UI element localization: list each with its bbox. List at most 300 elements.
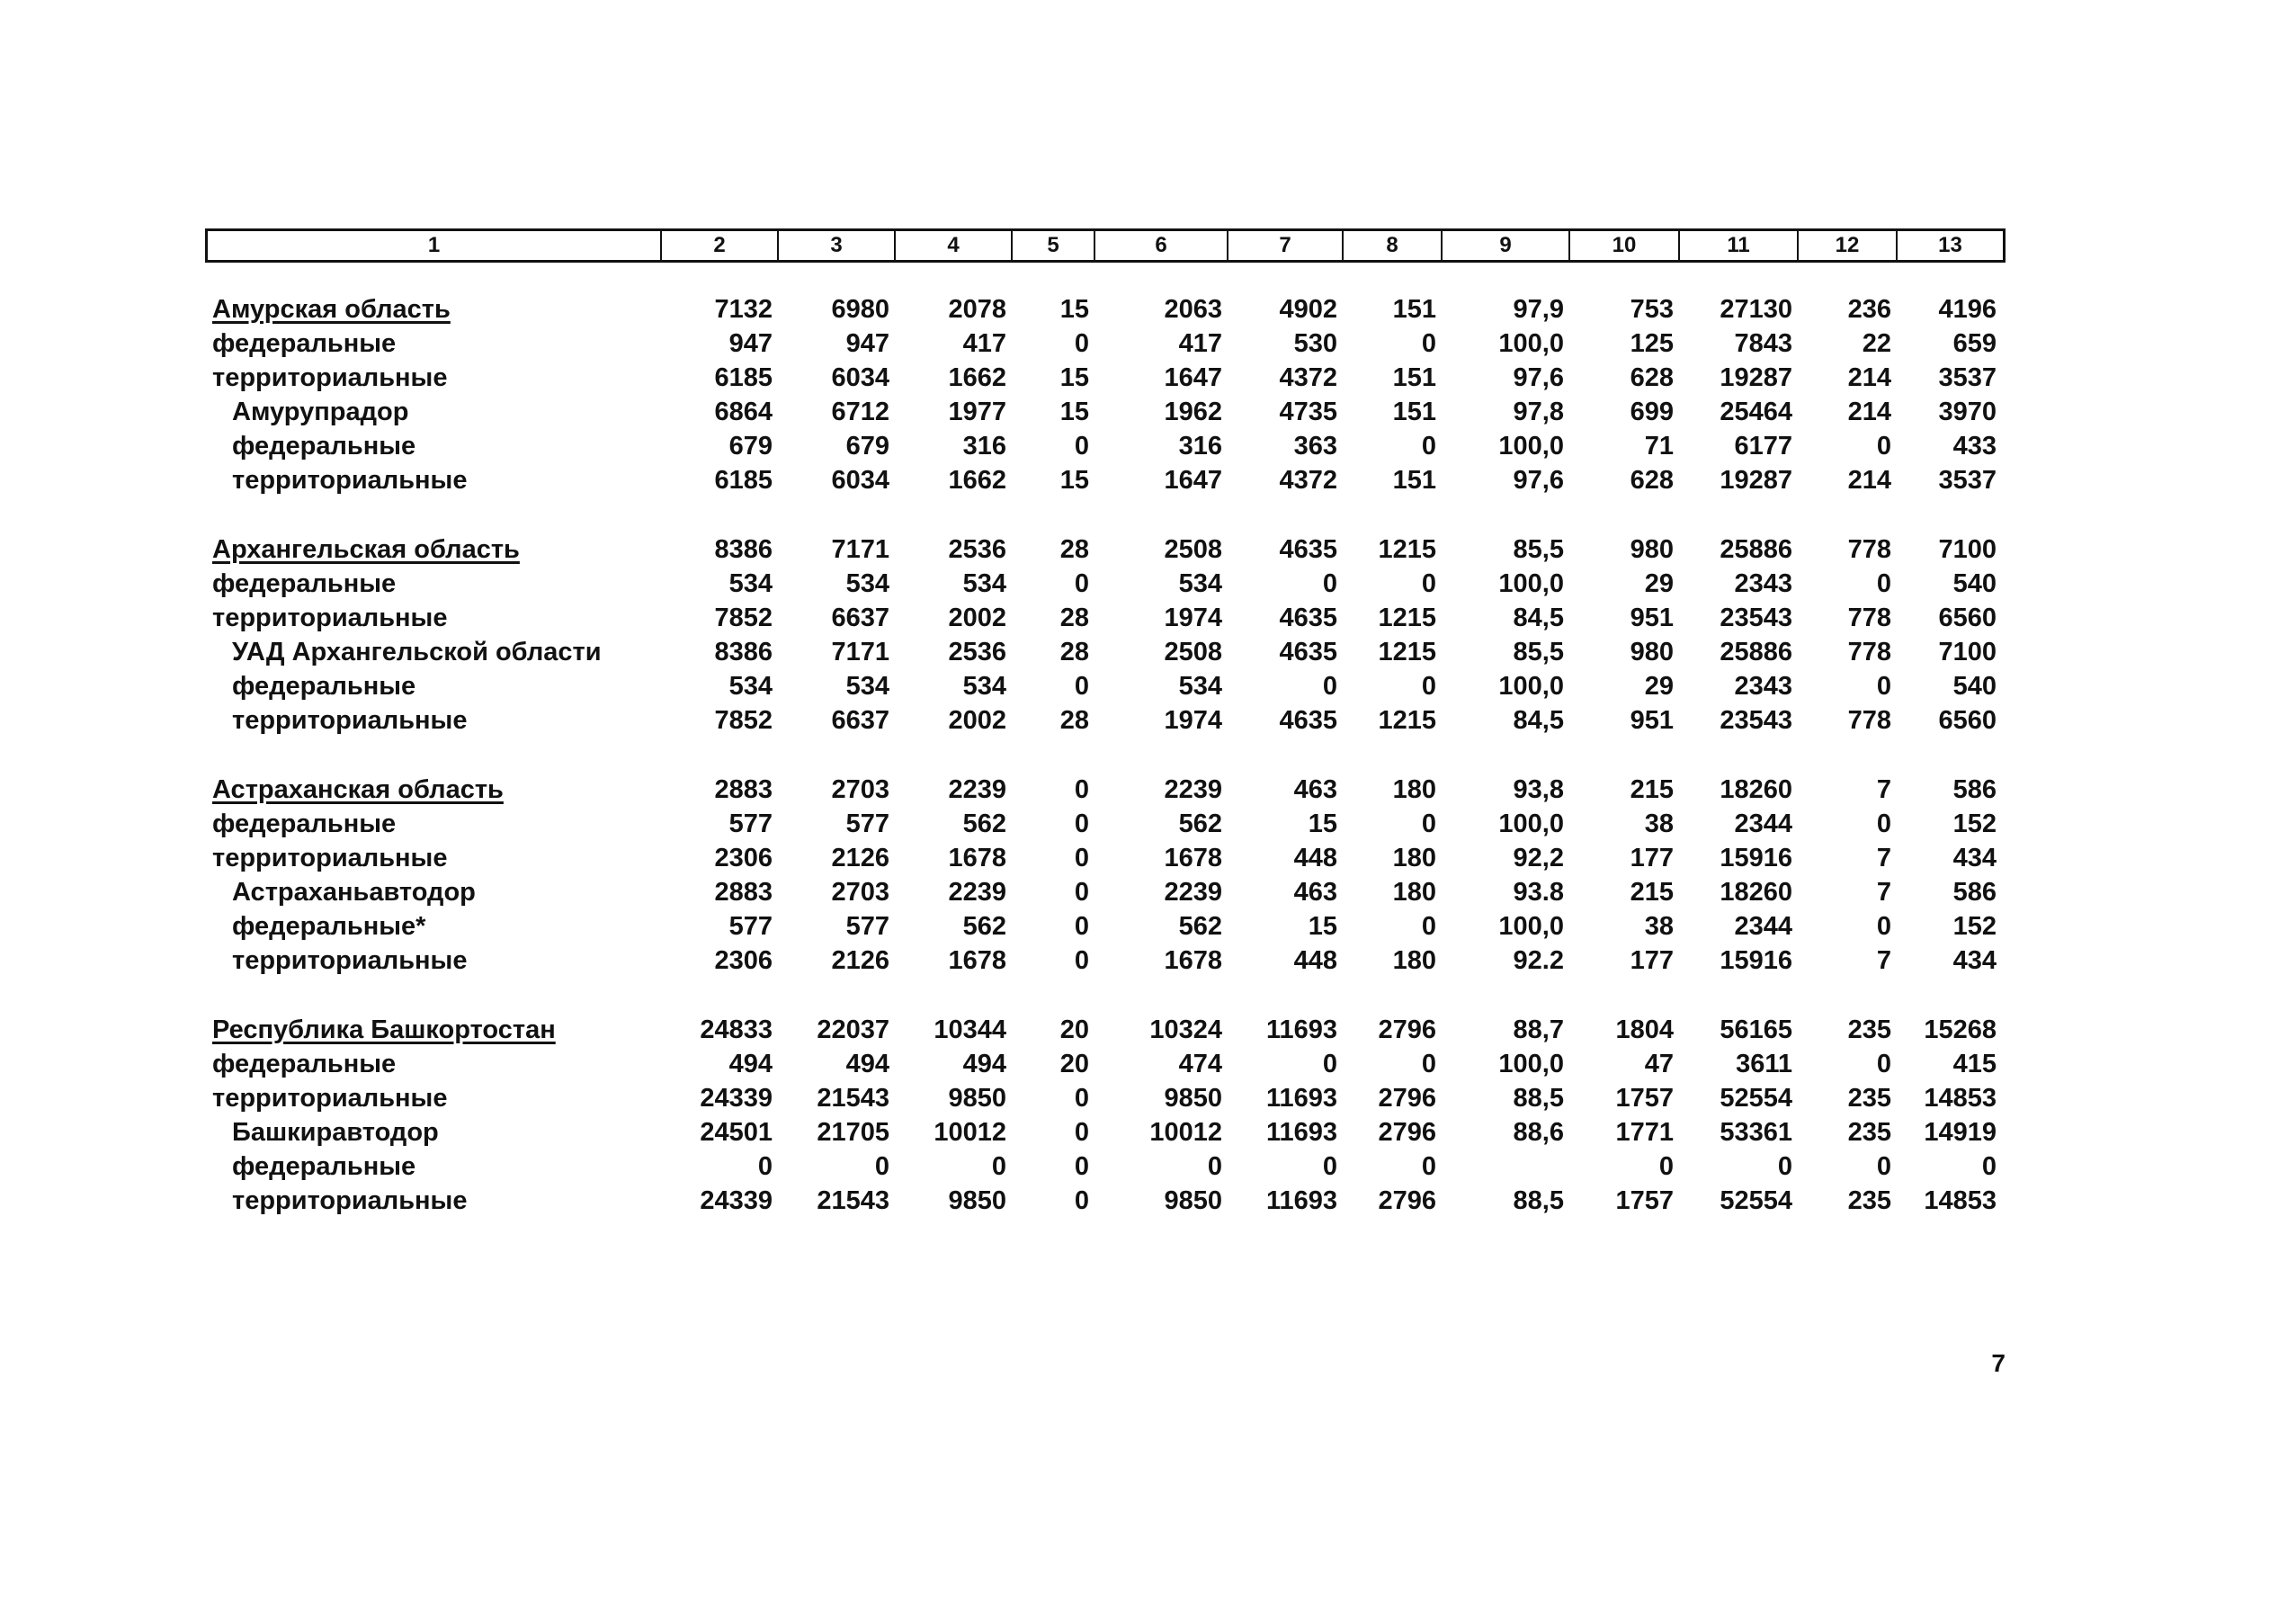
table-row bbox=[205, 292, 2006, 326]
header-cell-6: 6 bbox=[1095, 231, 1228, 260]
cell-col-9: 93,8 bbox=[1513, 774, 1564, 804]
cell-col-4: 2239 bbox=[948, 877, 1006, 907]
cell-col-6: 1974 bbox=[1164, 603, 1222, 632]
cell-col-6: 1647 bbox=[1164, 362, 1222, 392]
cell-col-5: 15 bbox=[1059, 362, 1089, 392]
cell-col-9: 93.8 bbox=[1513, 877, 1564, 907]
cell-col-9: 97,6 bbox=[1513, 362, 1564, 392]
cell-col-11: 23543 bbox=[1720, 603, 1792, 632]
cell-col-6: 2239 bbox=[1164, 877, 1222, 907]
cell-col-2: 8386 bbox=[714, 637, 773, 666]
cell-col-8: 1215 bbox=[1378, 705, 1436, 735]
cell-col-10: 0 bbox=[1658, 1151, 1674, 1181]
cell-col-6: 2508 bbox=[1164, 534, 1222, 564]
cell-col-12: 235 bbox=[1847, 1185, 1891, 1215]
cell-col-3: 534 bbox=[845, 671, 889, 701]
cell-col-5: 28 bbox=[1059, 637, 1089, 666]
cell-col-8: 180 bbox=[1392, 774, 1436, 804]
region-group bbox=[205, 532, 2006, 738]
cell-col-3: 7171 bbox=[831, 637, 889, 666]
cell-col-2: 494 bbox=[728, 1049, 773, 1078]
header-cell-2: 2 bbox=[662, 231, 779, 260]
cell-col-8: 1215 bbox=[1378, 534, 1436, 564]
cell-col-9: 97,6 bbox=[1513, 465, 1564, 495]
cell-col-11: 19287 bbox=[1720, 362, 1792, 392]
cell-col-5: 0 bbox=[1074, 774, 1089, 804]
cell-col-10: 29 bbox=[1644, 568, 1674, 598]
cell-col-13: 3537 bbox=[1938, 465, 1997, 495]
row-label: территориальные bbox=[232, 465, 468, 495]
table-row bbox=[205, 395, 2006, 429]
header-cell-7: 7 bbox=[1228, 231, 1344, 260]
cell-col-11: 25886 bbox=[1720, 637, 1792, 666]
cell-col-5: 0 bbox=[1074, 877, 1089, 907]
cell-col-12: 778 bbox=[1847, 637, 1891, 666]
cell-col-11: 53361 bbox=[1720, 1117, 1792, 1147]
cell-col-13: 586 bbox=[1952, 774, 1997, 804]
row-label: федеральные bbox=[232, 671, 416, 701]
row-label: федеральные bbox=[232, 1151, 416, 1181]
cell-col-3: 2703 bbox=[831, 877, 889, 907]
cell-col-6: 9850 bbox=[1164, 1185, 1222, 1215]
cell-col-13: 14853 bbox=[1924, 1083, 1997, 1113]
cell-col-4: 10344 bbox=[934, 1015, 1006, 1044]
cell-col-4: 417 bbox=[962, 328, 1006, 358]
data-table bbox=[205, 292, 2006, 1253]
row-label: территориальные bbox=[212, 1083, 448, 1113]
row-label: федеральные bbox=[212, 568, 397, 598]
header-cell-1: 1 bbox=[208, 231, 662, 260]
cell-col-5: 15 bbox=[1059, 294, 1089, 324]
table-row bbox=[205, 326, 2006, 361]
cell-col-8: 0 bbox=[1421, 809, 1436, 838]
cell-col-13: 540 bbox=[1952, 568, 1997, 598]
cell-col-9: 100,0 bbox=[1498, 328, 1564, 358]
cell-col-2: 24833 bbox=[700, 1015, 773, 1044]
cell-col-6: 417 bbox=[1178, 328, 1222, 358]
cell-col-11: 56165 bbox=[1720, 1015, 1792, 1044]
cell-col-2: 2306 bbox=[714, 843, 773, 872]
cell-col-4: 9850 bbox=[948, 1083, 1006, 1113]
cell-col-11: 19287 bbox=[1720, 465, 1792, 495]
cell-col-9: 88,7 bbox=[1513, 1015, 1564, 1044]
cell-col-6: 1678 bbox=[1164, 945, 1222, 975]
header-cell-13: 13 bbox=[1938, 233, 1962, 257]
cell-col-3: 2126 bbox=[831, 843, 889, 872]
cell-col-6: 2239 bbox=[1164, 774, 1222, 804]
cell-col-12: 214 bbox=[1847, 397, 1891, 426]
cell-col-7: 11693 bbox=[1265, 1015, 1337, 1044]
cell-col-11: 3611 bbox=[1736, 1049, 1792, 1078]
cell-col-8: 0 bbox=[1421, 328, 1436, 358]
cell-col-11: 2344 bbox=[1734, 809, 1792, 838]
cell-col-9: 100,0 bbox=[1498, 911, 1564, 941]
table-row bbox=[205, 1013, 2006, 1047]
cell-col-11: 18260 bbox=[1720, 774, 1792, 804]
cell-col-6: 1647 bbox=[1164, 465, 1222, 495]
cell-col-13: 540 bbox=[1952, 671, 1997, 701]
cell-col-13: 152 bbox=[1952, 911, 1997, 941]
cell-col-4: 534 bbox=[962, 671, 1006, 701]
cell-col-13: 434 bbox=[1952, 843, 1997, 872]
cell-col-11: 0 bbox=[1777, 1151, 1792, 1181]
cell-col-10: 38 bbox=[1644, 911, 1674, 941]
cell-col-13: 15268 bbox=[1924, 1015, 1997, 1044]
cell-col-12: 235 bbox=[1847, 1015, 1891, 1044]
cell-col-3: 534 bbox=[845, 568, 889, 598]
cell-col-12: 236 bbox=[1847, 294, 1891, 324]
cell-col-4: 2078 bbox=[948, 294, 1006, 324]
cell-col-5: 28 bbox=[1059, 534, 1089, 564]
cell-col-5: 15 bbox=[1059, 465, 1089, 495]
cell-col-7: 4372 bbox=[1279, 362, 1337, 392]
cell-col-6: 2063 bbox=[1164, 294, 1222, 324]
cell-col-2: 2883 bbox=[714, 877, 773, 907]
row-label: территориальные bbox=[212, 362, 448, 392]
cell-col-4: 0 bbox=[991, 1151, 1006, 1181]
cell-col-7: 4635 bbox=[1279, 637, 1337, 666]
cell-col-10: 753 bbox=[1630, 294, 1674, 324]
cell-col-13: 6560 bbox=[1938, 603, 1997, 632]
cell-col-10: 1757 bbox=[1615, 1185, 1674, 1215]
cell-col-6: 534 bbox=[1178, 671, 1222, 701]
cell-col-13: 7100 bbox=[1938, 637, 1997, 666]
cell-col-3: 0 bbox=[874, 1151, 889, 1181]
cell-col-9: 88,6 bbox=[1513, 1117, 1564, 1147]
cell-col-6: 1974 bbox=[1164, 705, 1222, 735]
cell-col-11: 2343 bbox=[1734, 671, 1792, 701]
cell-col-10: 125 bbox=[1630, 328, 1674, 358]
cell-col-13: 433 bbox=[1952, 431, 1997, 461]
cell-col-13: 0 bbox=[1981, 1151, 1997, 1181]
cell-col-5: 0 bbox=[1074, 1151, 1089, 1181]
cell-col-10: 215 bbox=[1630, 774, 1674, 804]
row-label: федеральные bbox=[212, 1049, 397, 1078]
cell-col-9: 100,0 bbox=[1498, 1049, 1564, 1078]
cell-col-5: 28 bbox=[1059, 603, 1089, 632]
cell-col-5: 0 bbox=[1074, 809, 1089, 838]
cell-col-9: 97,9 bbox=[1513, 294, 1564, 324]
cell-col-9: 100,0 bbox=[1498, 671, 1564, 701]
cell-col-9: 85,5 bbox=[1513, 534, 1564, 564]
cell-col-7: 11693 bbox=[1265, 1083, 1337, 1113]
cell-col-10: 47 bbox=[1644, 1049, 1674, 1078]
cell-col-8: 2796 bbox=[1378, 1015, 1436, 1044]
cell-col-7: 0 bbox=[1322, 671, 1337, 701]
table-row bbox=[205, 1081, 2006, 1115]
cell-col-4: 2536 bbox=[948, 534, 1006, 564]
cell-col-10: 628 bbox=[1630, 465, 1674, 495]
header-cell-5: 5 bbox=[1013, 231, 1095, 260]
cell-col-13: 14853 bbox=[1924, 1185, 1997, 1215]
cell-col-10: 177 bbox=[1630, 843, 1674, 872]
cell-col-7: 4635 bbox=[1279, 534, 1337, 564]
table-row bbox=[205, 1184, 2006, 1218]
cell-col-3: 947 bbox=[845, 328, 889, 358]
cell-col-4: 534 bbox=[962, 568, 1006, 598]
header-cell-11: 11 bbox=[1680, 231, 1799, 260]
cell-col-11: 23543 bbox=[1720, 705, 1792, 735]
cell-col-10: 951 bbox=[1630, 603, 1674, 632]
cell-col-3: 21705 bbox=[817, 1117, 889, 1147]
header-cell-8: 8 bbox=[1344, 231, 1443, 260]
cell-col-9: 88,5 bbox=[1513, 1185, 1564, 1215]
cell-col-6: 562 bbox=[1178, 809, 1222, 838]
table-row bbox=[205, 703, 2006, 738]
cell-col-10: 177 bbox=[1630, 945, 1674, 975]
cell-col-13: 6560 bbox=[1938, 705, 1997, 735]
cell-col-5: 15 bbox=[1059, 397, 1089, 426]
cell-col-12: 7 bbox=[1876, 945, 1891, 975]
cell-col-11: 2344 bbox=[1734, 911, 1792, 941]
cell-col-8: 0 bbox=[1421, 568, 1436, 598]
cell-col-11: 6177 bbox=[1734, 431, 1792, 461]
cell-col-7: 0 bbox=[1322, 1049, 1337, 1078]
cell-col-3: 577 bbox=[845, 809, 889, 838]
cell-col-6: 1962 bbox=[1164, 397, 1222, 426]
cell-col-10: 951 bbox=[1630, 705, 1674, 735]
cell-col-3: 679 bbox=[845, 431, 889, 461]
cell-col-4: 1977 bbox=[948, 397, 1006, 426]
cell-col-9: 100,0 bbox=[1498, 431, 1564, 461]
cell-col-2: 24501 bbox=[700, 1117, 773, 1147]
cell-col-9: 84,5 bbox=[1513, 603, 1564, 632]
cell-col-10: 215 bbox=[1630, 877, 1674, 907]
cell-col-4: 1678 bbox=[948, 843, 1006, 872]
table-row bbox=[205, 635, 2006, 669]
cell-col-5: 0 bbox=[1074, 1117, 1089, 1147]
cell-col-4: 1662 bbox=[948, 465, 1006, 495]
cell-col-7: 11693 bbox=[1265, 1185, 1337, 1215]
row-label: территориальные bbox=[232, 705, 468, 735]
header-cell-10: 10 bbox=[1570, 231, 1680, 260]
cell-col-11: 27130 bbox=[1720, 294, 1792, 324]
table-row bbox=[205, 361, 2006, 395]
row-label: Астраханьавтодор bbox=[232, 877, 476, 907]
cell-col-8: 151 bbox=[1392, 397, 1436, 426]
cell-col-11: 18260 bbox=[1720, 877, 1792, 907]
cell-col-7: 4635 bbox=[1279, 705, 1337, 735]
cell-col-5: 28 bbox=[1059, 705, 1089, 735]
cell-col-8: 180 bbox=[1392, 945, 1436, 975]
cell-col-9: 88,5 bbox=[1513, 1083, 1564, 1113]
cell-col-12: 214 bbox=[1847, 465, 1891, 495]
table-row bbox=[205, 532, 2006, 567]
cell-col-13: 434 bbox=[1952, 945, 1997, 975]
cell-col-2: 534 bbox=[728, 568, 773, 598]
cell-col-9: 85,5 bbox=[1513, 637, 1564, 666]
cell-col-10: 1804 bbox=[1615, 1015, 1674, 1044]
cell-col-7: 448 bbox=[1293, 843, 1337, 872]
cell-col-2: 7132 bbox=[714, 294, 773, 324]
region-title: Архангельская область bbox=[212, 534, 520, 564]
table-row bbox=[205, 944, 2006, 978]
cell-col-12: 0 bbox=[1876, 568, 1891, 598]
table-row bbox=[205, 601, 2006, 635]
cell-col-8: 0 bbox=[1421, 1049, 1436, 1078]
cell-col-12: 0 bbox=[1876, 1151, 1891, 1181]
table-row bbox=[205, 567, 2006, 601]
cell-col-12: 778 bbox=[1847, 534, 1891, 564]
cell-col-7: 363 bbox=[1293, 431, 1337, 461]
cell-col-7: 448 bbox=[1293, 945, 1337, 975]
table-row bbox=[205, 1149, 2006, 1184]
cell-col-8: 1215 bbox=[1378, 637, 1436, 666]
cell-col-6: 10012 bbox=[1149, 1117, 1222, 1147]
row-label: территориальные bbox=[212, 603, 448, 632]
cell-col-10: 628 bbox=[1630, 362, 1674, 392]
cell-col-12: 235 bbox=[1847, 1083, 1891, 1113]
cell-col-9: 100,0 bbox=[1498, 568, 1564, 598]
cell-col-4: 316 bbox=[962, 431, 1006, 461]
cell-col-13: 14919 bbox=[1924, 1117, 1997, 1147]
cell-col-11: 15916 bbox=[1720, 843, 1792, 872]
cell-col-10: 980 bbox=[1630, 637, 1674, 666]
cell-col-2: 577 bbox=[728, 911, 773, 941]
cell-col-3: 6637 bbox=[831, 603, 889, 632]
cell-col-6: 9850 bbox=[1164, 1083, 1222, 1113]
cell-col-10: 1757 bbox=[1615, 1083, 1674, 1113]
row-label: федеральные bbox=[232, 431, 416, 461]
row-label: территориальные bbox=[212, 843, 448, 872]
cell-col-3: 21543 bbox=[817, 1083, 889, 1113]
cell-col-12: 0 bbox=[1876, 431, 1891, 461]
cell-col-6: 2508 bbox=[1164, 637, 1222, 666]
cell-col-3: 6637 bbox=[831, 705, 889, 735]
row-label: УАД Архангельской области bbox=[232, 637, 602, 666]
cell-col-12: 7 bbox=[1876, 877, 1891, 907]
header-cell-9: 9 bbox=[1443, 231, 1570, 260]
table-row bbox=[205, 807, 2006, 841]
cell-col-3: 6034 bbox=[831, 362, 889, 392]
cell-col-2: 6185 bbox=[714, 362, 773, 392]
cell-col-2: 24339 bbox=[700, 1083, 773, 1113]
cell-col-11: 25886 bbox=[1720, 534, 1792, 564]
region-title: Астраханская область bbox=[212, 774, 504, 804]
cell-col-5: 0 bbox=[1074, 1083, 1089, 1113]
table-row bbox=[205, 841, 2006, 875]
cell-col-13: 659 bbox=[1952, 328, 1997, 358]
cell-col-7: 4635 bbox=[1279, 603, 1337, 632]
cell-col-2: 6185 bbox=[714, 465, 773, 495]
cell-col-4: 1678 bbox=[948, 945, 1006, 975]
cell-col-11: 52554 bbox=[1720, 1083, 1792, 1113]
cell-col-10: 1771 bbox=[1615, 1117, 1674, 1147]
cell-col-4: 2002 bbox=[948, 603, 1006, 632]
cell-col-11: 7843 bbox=[1734, 328, 1792, 358]
region-group bbox=[205, 1013, 2006, 1218]
cell-col-2: 8386 bbox=[714, 534, 773, 564]
table-row bbox=[205, 1047, 2006, 1081]
cell-col-12: 22 bbox=[1862, 328, 1891, 358]
cell-col-5: 0 bbox=[1074, 1185, 1089, 1215]
cell-col-7: 0 bbox=[1322, 568, 1337, 598]
cell-col-8: 151 bbox=[1392, 362, 1436, 392]
row-label: федеральные bbox=[212, 328, 397, 358]
cell-col-5: 0 bbox=[1074, 328, 1089, 358]
header-cell-4: 4 bbox=[896, 231, 1013, 260]
row-label: территориальные bbox=[232, 945, 468, 975]
cell-col-5: 0 bbox=[1074, 431, 1089, 461]
cell-col-8: 151 bbox=[1392, 294, 1436, 324]
cell-col-2: 947 bbox=[728, 328, 773, 358]
cell-col-9: 92.2 bbox=[1513, 945, 1564, 975]
cell-col-4: 562 bbox=[962, 809, 1006, 838]
cell-col-8: 1215 bbox=[1378, 603, 1436, 632]
cell-col-9: 92,2 bbox=[1513, 843, 1564, 872]
cell-col-7: 463 bbox=[1293, 877, 1337, 907]
region-group bbox=[205, 773, 2006, 978]
cell-col-6: 10324 bbox=[1149, 1015, 1222, 1044]
cell-col-7: 15 bbox=[1308, 809, 1337, 838]
cell-col-10: 71 bbox=[1644, 431, 1674, 461]
cell-col-12: 0 bbox=[1876, 671, 1891, 701]
cell-col-5: 0 bbox=[1074, 945, 1089, 975]
cell-col-6: 1678 bbox=[1164, 843, 1222, 872]
cell-col-8: 0 bbox=[1421, 911, 1436, 941]
cell-col-7: 4735 bbox=[1279, 397, 1337, 426]
cell-col-6: 534 bbox=[1178, 568, 1222, 598]
cell-col-7: 463 bbox=[1293, 774, 1337, 804]
cell-col-3: 2703 bbox=[831, 774, 889, 804]
cell-col-2: 24339 bbox=[700, 1185, 773, 1215]
cell-col-2: 0 bbox=[757, 1151, 773, 1181]
cell-col-4: 10012 bbox=[934, 1117, 1006, 1147]
cell-col-3: 2126 bbox=[831, 945, 889, 975]
cell-col-12: 0 bbox=[1876, 911, 1891, 941]
cell-col-13: 586 bbox=[1952, 877, 1997, 907]
column-number-header bbox=[205, 228, 2006, 263]
cell-col-13: 3970 bbox=[1938, 397, 1997, 426]
cell-col-11: 15916 bbox=[1720, 945, 1792, 975]
region-title: Республика Башкортостан bbox=[212, 1015, 556, 1044]
region-group bbox=[205, 292, 2006, 497]
cell-col-11: 2343 bbox=[1734, 568, 1792, 598]
cell-col-13: 152 bbox=[1952, 809, 1997, 838]
cell-col-12: 0 bbox=[1876, 809, 1891, 838]
table-row bbox=[205, 909, 2006, 944]
cell-col-7: 15 bbox=[1308, 911, 1337, 941]
cell-col-12: 235 bbox=[1847, 1117, 1891, 1147]
cell-col-2: 7852 bbox=[714, 705, 773, 735]
cell-col-5: 20 bbox=[1059, 1049, 1089, 1078]
table-row bbox=[205, 429, 2006, 463]
cell-col-9: 97,8 bbox=[1513, 397, 1564, 426]
table-row bbox=[205, 669, 2006, 703]
cell-col-8: 2796 bbox=[1378, 1185, 1436, 1215]
cell-col-2: 577 bbox=[728, 809, 773, 838]
cell-col-11: 25464 bbox=[1720, 397, 1792, 426]
cell-col-13: 3537 bbox=[1938, 362, 1997, 392]
cell-col-9: 100,0 bbox=[1498, 809, 1564, 838]
cell-col-2: 2306 bbox=[714, 945, 773, 975]
cell-col-6: 316 bbox=[1178, 431, 1222, 461]
header-cell-12: 12 bbox=[1799, 231, 1898, 260]
cell-col-3: 6034 bbox=[831, 465, 889, 495]
cell-col-3: 7171 bbox=[831, 534, 889, 564]
cell-col-4: 562 bbox=[962, 911, 1006, 941]
cell-col-8: 2796 bbox=[1378, 1117, 1436, 1147]
cell-col-12: 7 bbox=[1876, 774, 1891, 804]
cell-col-7: 0 bbox=[1322, 1151, 1337, 1181]
cell-col-6: 0 bbox=[1207, 1151, 1222, 1181]
cell-col-12: 0 bbox=[1876, 1049, 1891, 1078]
cell-col-7: 4902 bbox=[1279, 294, 1337, 324]
table-row bbox=[205, 875, 2006, 909]
cell-col-3: 22037 bbox=[817, 1015, 889, 1044]
cell-col-13: 415 bbox=[1952, 1049, 1997, 1078]
table-row bbox=[205, 773, 2006, 807]
